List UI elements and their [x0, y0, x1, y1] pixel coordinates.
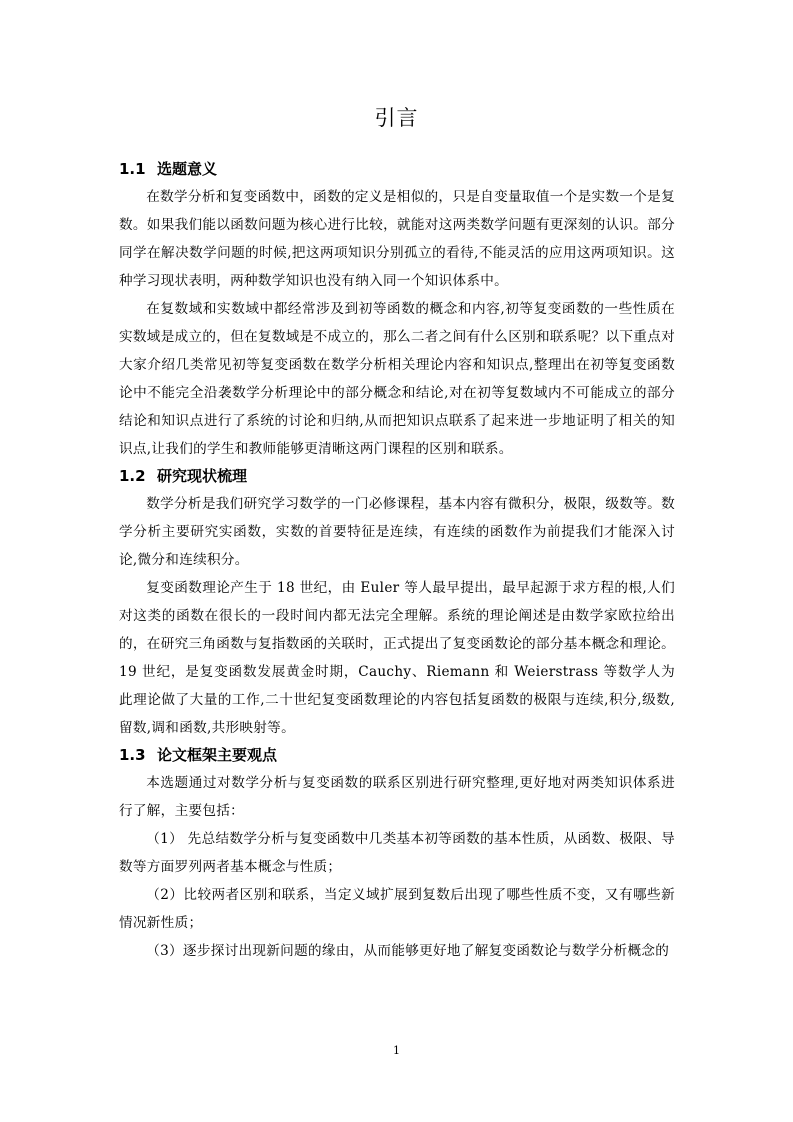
- section-title: 研究现状梳理: [157, 467, 248, 485]
- section-heading: [119, 463, 675, 490]
- paragraph: 在数学分析和复变函数中，函数的定义是相似的，只是自变量取值一个是实数一个是复数。如果我们能以函数问题为核心进行比较，就能对这两类数学问题有更深刻的认识。部分同学在解决数学问题的时候,把这两项知识分别孤立的看待,不能灵活的应用这两项知识。这种学习现状表明，两种数学知识也没有纳入同一个知识体系中。: [119, 189, 675, 289]
- section-number: 1.1: [119, 160, 146, 178]
- paragraph: 复变函数理论产生于 18 世纪，由 Euler 等人最早提出，最早起源于求方程的根,人们对这类的函数在很长的一段时间内都无法完全理解。系统的理论阐述是由数学家欧拉给出的，在研究三角函数与复指数函的关联时，正式提出了复变函数论的部分基本概念和理论。19 世纪，是复变函数发展黄金时期，Cauchy、Riemann 和 Weierstrass 等数学人为此理论做了大量的工作,二十世纪复变函数理论的内容包括复函数的极限与连续,积分,级数,留数,调和函数,共形映射等。: [119, 580, 675, 736]
- section-number: 1.2: [119, 467, 146, 485]
- section-number: 1.3: [119, 746, 146, 764]
- page-title: 引言: [374, 106, 419, 130]
- paragraph: 在复数域和实数域中都经常涉及到初等函数的概念和内容,初等复变函数的一些性质在实数域是成立的，但在复数域是不成立的，那么二者之间有什么区别和联系呢？以下重点对大家介绍几类常见初等复变函数在数学分析相关理论内容和知识点,整理出在初等复变函数论中不能完全沿袭数学分析理论中的部分概念和结论,对在初等复数域内不可能成立的部分结论和知识点进行了系统的讨论和归纳,从而把知识点联系了起来进一步地证明了相关的知识点,让我们的学生和教师能够更清晰这两门课程的区别和联系。: [119, 301, 675, 457]
- section-title: 论文框架主要观点: [157, 746, 278, 764]
- section-title: 选题意义: [157, 160, 218, 178]
- list-item: （2）比较两者区别和联系，当定义域扩展到复数后出现了哪些性质不变，又有哪些新情况新性质；: [119, 887, 675, 931]
- section-heading: [119, 742, 675, 769]
- section-heading: [119, 156, 675, 183]
- list-item: （3）逐步探讨出现新问题的缘由，从而能够更好地了解复变函数论与数学分析概念的: [146, 943, 670, 959]
- paragraph: 数学分析是我们研究学习数学的一门必修课程，基本内容有微积分，极限，级数等。数学分析主要研究实函数，实数的首要特征是连续，有连续的函数作为前提我们才能深入讨论,微分和连续积分。: [119, 496, 675, 568]
- list-item: （1） 先总结数学分析与复变函数中几类基本初等函数的基本性质，从函数、极限、导数等方面罗列两者基本概念与性质；: [119, 831, 675, 875]
- document-body: [119, 156, 675, 965]
- paragraph: 本选题通过对数学分析与复变函数的联系区别进行研究整理,更好地对两类知识体系进行了解，主要包括：: [119, 775, 675, 819]
- page-number: 1: [393, 1044, 400, 1057]
